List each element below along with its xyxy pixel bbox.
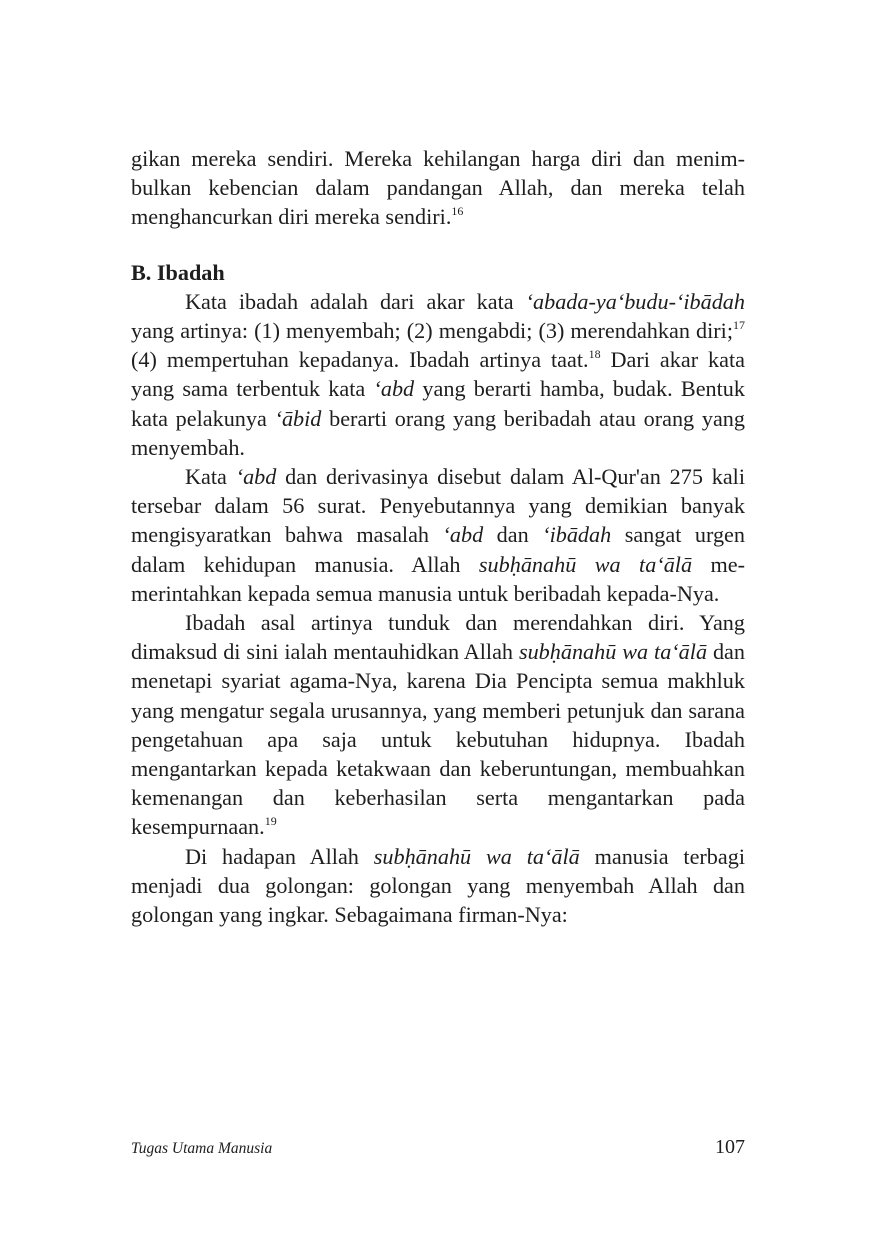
paragraph-4: Di hadapan Allah subḥānahū wa ta‘ālā manusia terbagi menjadi dua golongan: golongan yang menyembah Allah dan golongan yang ingkar. Sebagaimana firman-Nya:	[131, 843, 746, 928]
page-footer	[131, 1136, 745, 1162]
arabic-term: ‘ibādah	[542, 522, 612, 548]
arabic-term: ‘abada-ya‘budu-‘ibādah	[525, 288, 745, 314]
arabic-term: subḥānahū wa ta‘ālā	[373, 843, 580, 869]
arabic-term: ‘abd	[373, 376, 415, 402]
arabic-term: subḥānahū wa ta‘ālā	[518, 639, 708, 665]
paragraph-1: Kata ibadah adalah dari akar kata ‘abada-ya‘budu-‘ibādah yang artinya: (1) menyembah; (2) mengabdi; (3) merendahkan diri;$^{17}$ (4) mempertuhan kepadanya. Ibadah artinya taat.$^{18}$ Dari akar kata yang sama terbentuk kata ‘abd yang berarti hamba, budak. Bentuk kata pelakunya ‘ābid berarti orang yang beribadah atau orang yang menyembah.	[131, 288, 745, 460]
footnote-ref-16[interactable]: 16	[451, 204, 464, 219]
paragraph-text: gikan mereka sendiri. Mereka kehilangan harga diri dan menimbulkan kebencian dalam pandangan Allah, dan mereka telah menghancurkan diri mereka sendiri.	[131, 146, 745, 230]
arabic-term: subḥānahū wa ta‘ālā	[478, 551, 693, 577]
page-number: 107	[715, 1136, 745, 1158]
continued-paragraph	[131, 144, 745, 232]
arabic-term: ‘ābid	[274, 405, 322, 431]
paragraph-3: Ibadah asal artinya tunduk dan merendahkan diri. Yang dimaksud di sini ialah mentauhidkan Allah subḥānahū wa ta‘ālā dan menetapi syariat agama-Nya, karena Dia Pencipta semua makhluk yang mengatur segala urusannya, yang memberi petunjuk dan sarana pengetahuan apa saja untuk kebutuhan hidupnya. Ibadah mengantarkan kepada ketakwaan dan keberuntungan, membuahkan kemenangan dan keberhasilan serta mengantarkan pada kesempurnaan.$^{19}$	[131, 610, 745, 840]
footnote-ref-19[interactable]: 19	[264, 814, 277, 829]
footnote-ref-18[interactable]: 18	[588, 347, 601, 362]
arabic-term: ‘abd	[442, 522, 484, 548]
arabic-term: ‘abd	[235, 464, 277, 490]
paragraph-2: Kata ‘abd dan derivasinya disebut dalam Al-Qur'an 275 kali tersebar dalam 56 surat. Penyebutannya yang demikian banyak mengisyaratkan bahwa masalah ‘abd dan ‘ibādah sangat urgen dalam kehidupan manusia. Allah subḥānahū wa ta‘ālā memerintahkan kepada semua manusia untuk beribadah kepada-Nya.	[131, 464, 745, 606]
footnote-ref-17[interactable]: 17	[733, 318, 745, 333]
section-heading: B. Ibadah	[131, 259, 225, 285]
page-body	[131, 144, 745, 929]
running-footer-title: Tugas Utama Manusia	[131, 1140, 273, 1157]
